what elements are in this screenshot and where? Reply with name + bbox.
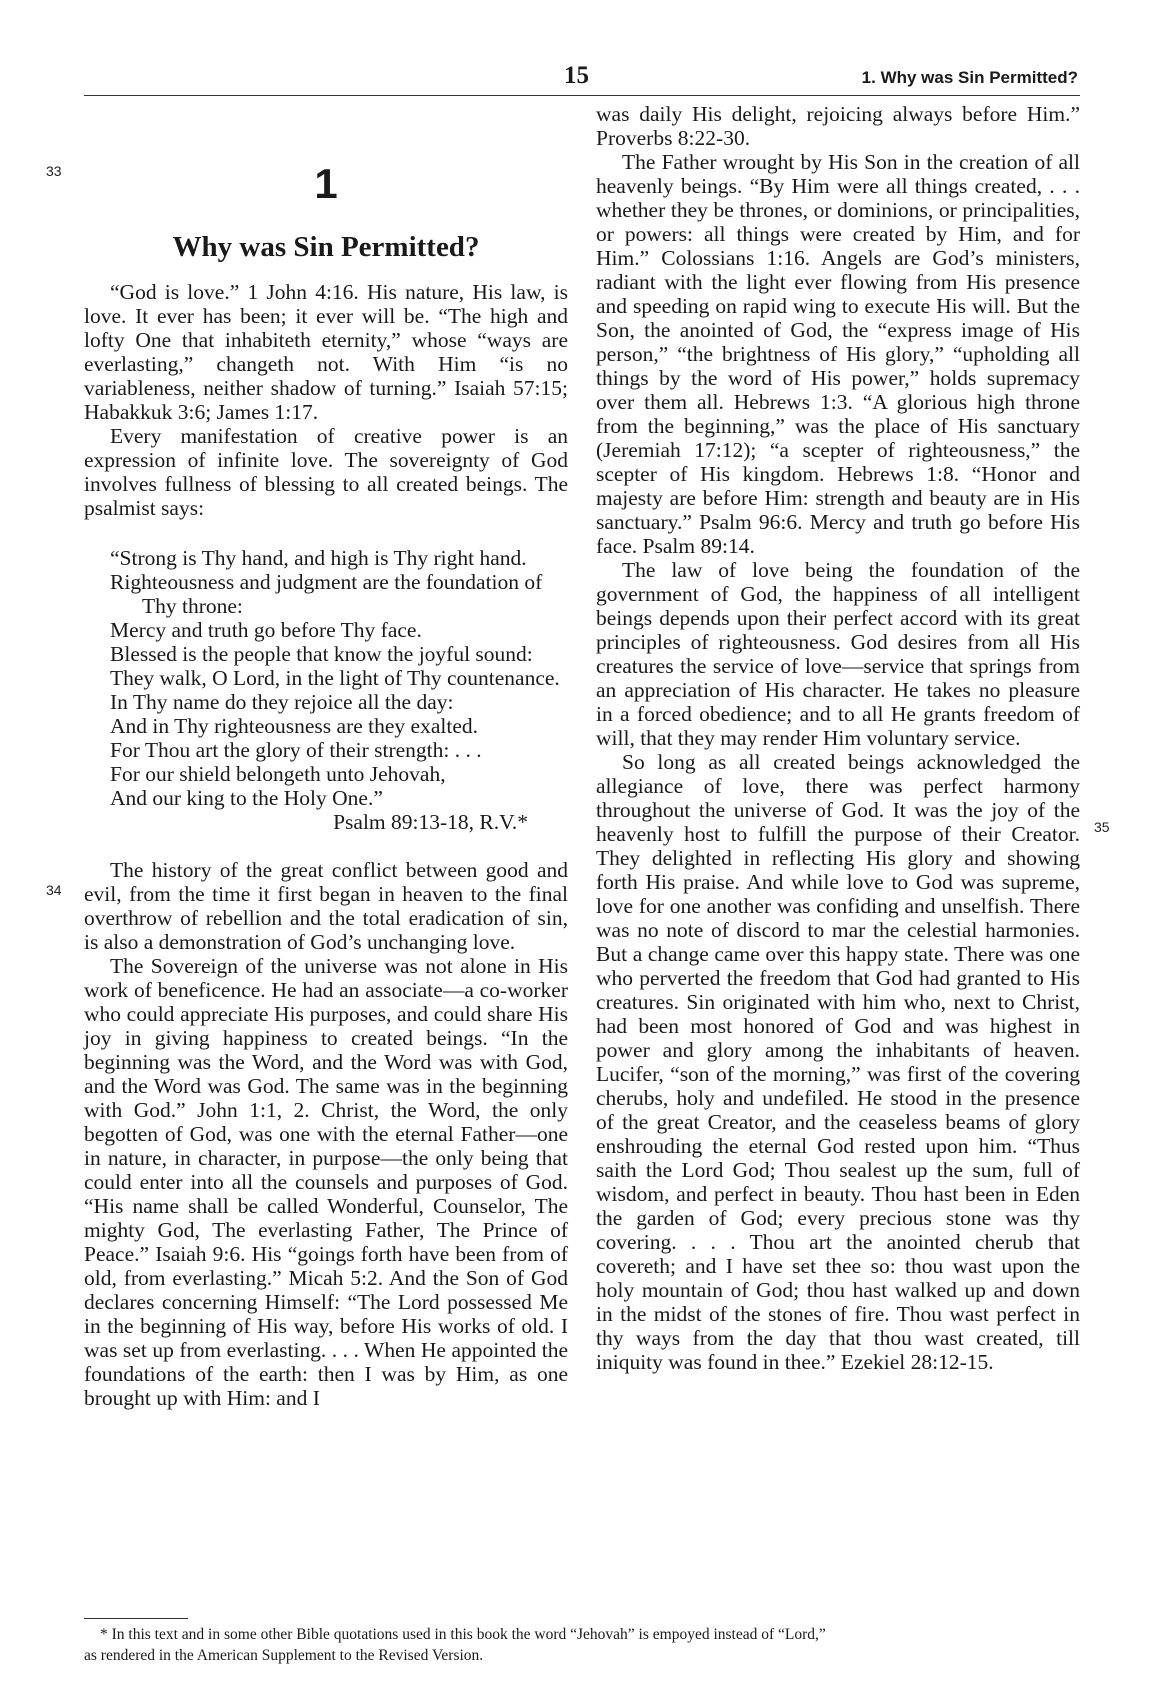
chapter-number: 1 [314,160,338,207]
right-column [596,102,1080,1374]
poem-line: “Strong is Thy hand, and high is Thy right hand. [110,546,527,570]
poem-source: Psalm 89:13-18, R.V.* [333,810,528,834]
poem-line: Righteousness and judgment are the foundation of Thy throne: [110,570,543,618]
paragraph-great-conflict: The history of the great conflict between good and evil, from the time it first began in heaven to the final overthrow of rebellion and the total eradication of sin, is also a demonstration of God’s unchanging love. [84,858,568,954]
poem-line: Blessed is the people that know the joyful sound: [110,642,533,666]
header-rule [84,95,1080,96]
left-column [84,102,568,1410]
paragraph-perfect-harmony: So long as all created beings acknowledged the allegiance of love, there was perfect harmony throughout the universe of God. It was the joy of the heavenly host to fulfill the purpose of their Creator. They delighted in reflecting His glory and showing forth His praise. And while love to God was supreme, love for one another was confiding and unselfish. There was no note of discord to mar the celestial harmonies. But a change came over this happy state. There was one who perverted the freedom that God had granted to His creatures. Sin originated with him who, next to Christ, had been most honored of God and was highest in power and glory among the inhabitants of heaven. Lucifer, “son of the morning,” was first of the covering cherubs, holy and undefiled. He stood in the presence of the great Creator, and the ceaseless beams of glory enshrouding the eternal God rested upon him. “Thus saith the Lord God; Thou sealest up the sum, full of wisdom, and perfect in beauty. Thou hast been in Eden the garden of God; every precious stone was thy covering. . . . Thou art the anointed cherub that covereth; and I have set thee so: thou wast upon the holy mountain of God; thou hast walked up and down in the midst of the stones of fire. Thou wast perfect in thy ways from the day that thou wast created, till iniquity was found in thee.” Ezekiel 28:12-15. [596,750,1080,1374]
paragraph-creative-power: Every manifestation of creative power is an expression of infinite love. The sovereignty of God involves fullness of blessing to all created beings. The psalmist says: [84,424,568,520]
running-head: 1. Why was Sin Permitted? [861,68,1078,87]
poem-line: They walk, O Lord, in the light of Thy countenance. [110,666,560,690]
poem-line: And in Thy righteousness are they exalted. [110,714,478,738]
page-number: 15 [564,62,589,89]
paragraph-sovereign: The Sovereign of the universe was not alone in His work of beneficence. He had an associate—a co-worker who could appreciate His purposes, and could share His joy in giving happiness to created beings. “In the beginning was the Word, and the Word was with God, and the Word was God. The same was in the beginning with God.” John 1:1, 2. Christ, the Word, the only begotten of God, was one with the eternal Father—one in nature, in character, in purpose—the only being that could enter into all the counsels and purposes of God. “His name shall be called Wonderful, Counselor, The mighty God, The everlasting Father, The Prince of Peace.” Isaiah 9:6. His “goings forth have been from of old, from everlasting.” Micah 5:2. And the Son of God declares concerning Himself: “The Lord possessed Me in the beginning of His way, before His works of old. I was set up from everlasting. . . . When He appointed the foundations of the earth: then I was by Him, as one brought up with Him: and I [84,954,568,1410]
footnote [84,1624,1080,1666]
paragraph-continued: was daily His delight, rejoicing always before Him.” Proverbs 8:22-30. [596,102,1080,150]
paragraph-law-of-love: The law of love being the foundation of the government of God, the happiness of all intelligent beings depends upon their perfect accord with its great principles of righteousness. God desires from all His creatures the service of love—service that springs from an appreciation of His character. He takes no pleasure in a forced obedience; and to all He grants freedom of will, that they may render Him voluntary service. [596,558,1080,750]
margin-number-35: 35 [1094,819,1110,835]
chapter-title: Why was Sin Permitted? [172,231,480,263]
margin-number-33: 33 [46,163,62,179]
footnote-rule [84,1618,188,1619]
margin-number-34: 34 [46,882,62,898]
footnote-line: as rendered in the American Supplement to the Revised Version. [84,1647,484,1664]
poem-line: For our shield belongeth unto Jehovah, [110,762,446,786]
footnote-line: * In this text and in some other Bible quotations used in this book the word “Jehovah” is empoyed instead of “Lord,” [100,1626,826,1643]
paragraph-god-is-love: “God is love.” 1 John 4:16. His nature, His law, is love. It ever has been; it ever will be. “The high and lofty One that inhabiteth eternity,” whose “ways are everlasting,” changeth not. With Him “is no variableness, neither shadow of turning.” Isaiah 57:15; Habakkuk 3:6; James 1:17. [84,280,568,424]
psalm-quote [84,546,568,834]
poem-line: Mercy and truth go before Thy face. [110,618,422,642]
paragraph-father-wrought: The Father wrought by His Son in the creation of all heavenly beings. “By Him were all things created, . . . whether they be thrones, or dominions, or principalities, or powers: all things were created by Him, and for Him.” Colossians 1:16. Angels are God’s ministers, radiant with the light ever flowing from His presence and speeding on rapid wing to execute His will. But the Son, the anointed of God, the “express image of His person,” “the brightness of His glory,” “upholding all things by the word of His power,” holds supremacy over them all. Hebrews 1:3. “A glorious high throne from the beginning,” was the place of His sanctuary (Jeremiah 17:12); “a scepter of righteousness,” the scepter of His kingdom. Hebrews 1:8. “Honor and majesty are before Him: strength and beauty are in His sanctuary.” Psalm 96:6. Mercy and truth go before His face. Psalm 89:14. [596,150,1080,558]
poem-line: For Thou art the glory of their strength: . . . [110,738,482,762]
poem-line: In Thy name do they rejoice all the day: [110,690,454,714]
poem-line: And our king to the Holy One.” [110,786,383,810]
